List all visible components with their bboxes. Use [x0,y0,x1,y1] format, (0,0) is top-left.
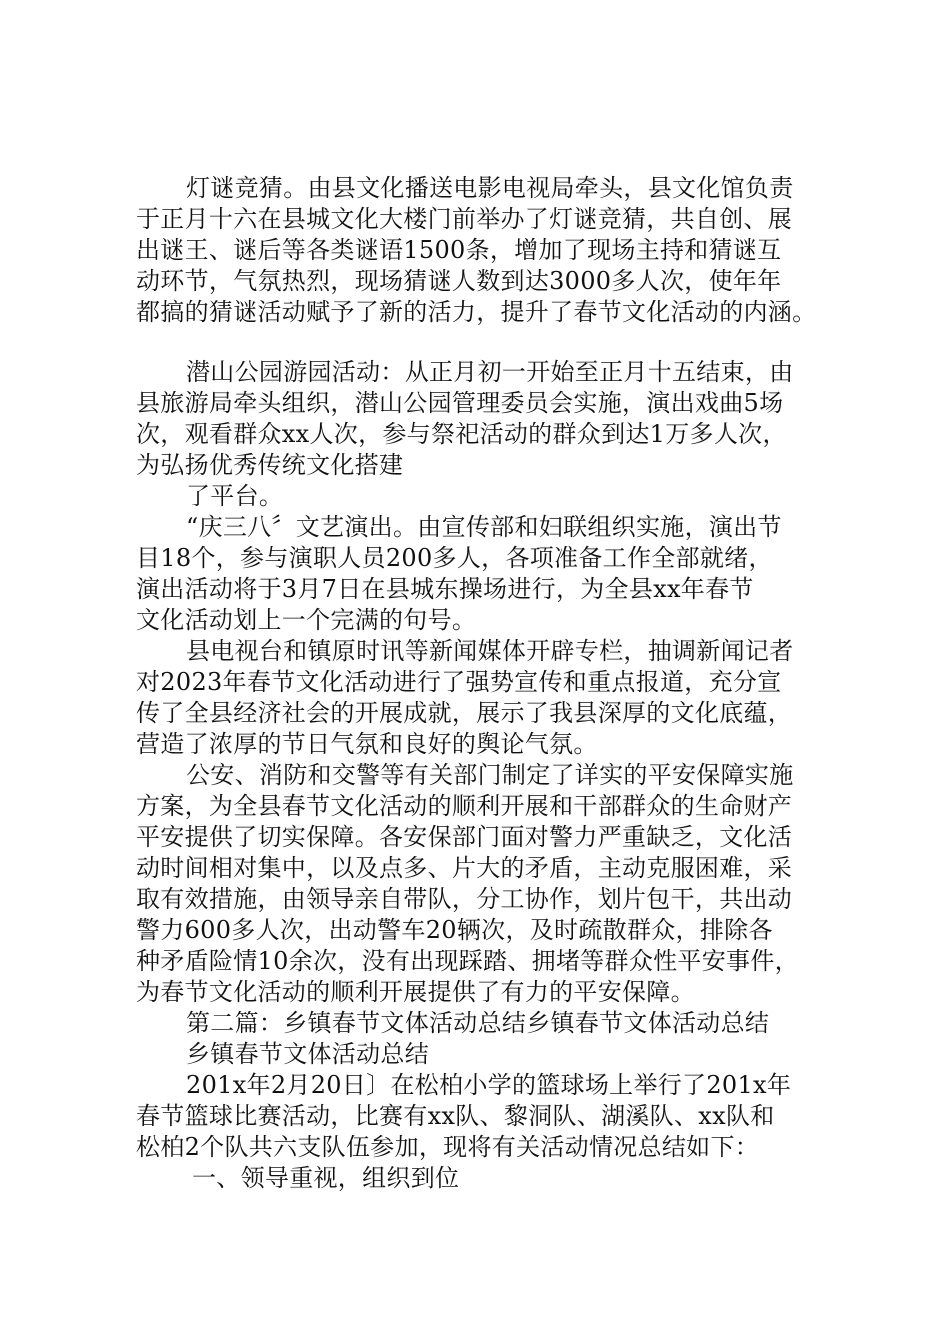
text-line: 了平台。 [186,482,284,510]
part-two-title [136,1008,836,1070]
paragraph-media-coverage [136,636,836,760]
section-one-heading [136,1163,836,1194]
text-line: 201x年2月20日〕在松柏小学的篮球场上举行了201x年 [186,1071,792,1099]
text-line: 文化活动划上一个完满的句号。 [136,606,477,634]
text-line: 取有效措施，由领导亲自带队，分工协作，划片包干，共出动 [136,885,793,913]
paragraph-qianshan-park [136,357,836,512]
text-line: 都搞的猜谜活动赋予了新的活力，提升了春节文化活动的内涵。 [136,298,817,326]
paragraph-lantern-riddles [136,173,836,328]
text-line: 动时间相对集中，以及点多、片大的矛盾，主动克服困难，采 [136,854,793,882]
text-line: 种矛盾险情10余次，没有出现踩踏、拥堵等群众性平安事件， [136,947,799,975]
text-line: 平安提供了切实保障。各安保部门面对警力严重缺乏，文化活 [136,823,793,851]
paragraph-basketball [136,1070,836,1163]
text-line: 松柏2个队共六支队伍参加，现将有关活动情况总结如下： [136,1133,760,1161]
text-line: 动环节，气氛热烈，现场猜谜人数到达3000多人次，使年年 [136,267,782,295]
text-line: 警力600多人次，出动警车20辆次，及时疏散群众，排除各 [136,916,773,944]
text-line: 一、领导重视，组织到位 [192,1164,460,1192]
text-line: 公安、消防和交警等有关部门制定了详实的平安保障实施 [186,761,794,789]
text-line: 对2023年春节文化活动进行了强势宣传和重点报道，充分宣 [136,668,782,696]
text-line: 出谜王、谜后等各类谜语1500条，增加了现场主持和猜谜互 [136,236,782,264]
text-line: 灯谜竞猜。由县文化播送电影电视局牵头，县文化馆负责 [186,174,794,202]
text-line: 春节篮球比赛活动，比赛有xx队、黎洞队、湖溪队、xx队和 [136,1102,775,1130]
text-line: 于正月十六在县城文化大楼门前举办了灯谜竞猜，共自创、展 [136,205,793,233]
paragraph-march-eighth-show [136,512,836,636]
text-line: 为春节文化活动的顺利开展提供了有力的平安保障。 [136,978,695,1006]
text-line: 传了全县经济社会的开展成就，展示了我县深厚的文化底蕴， [136,699,793,727]
text-line: 第二篇：乡镇春节文体活动总结乡镇春节文体活动总结 [186,1009,770,1037]
paragraph-public-safety [136,760,836,1008]
text-line: 营造了浓厚的节日气氛和良好的舆论气氛。 [136,730,598,758]
text-line: 县电视台和镇原时讯等新闻媒体开辟专栏，抽调新闻记者 [186,637,794,665]
text-line: 方案，为全县春节文化活动的顺利开展和干部群众的生命财产 [136,792,793,820]
text-line: “庆三八〞文艺演出。由宣传部和妇联组织实施，演出节 [186,513,782,541]
text-line: 演出活动将于3月7日在县城东操场进行，为全县xx年春节 [136,575,754,603]
text-line: 次，观看群众xx人次，参与祭祀活动的群众到达1万多人次， [136,420,787,448]
text-line: 乡镇春节文体活动总结 [186,1040,429,1068]
text-line: 县旅游局牵头组织，潜山公园管理委员会实施，演出戏曲5场 [136,389,784,417]
text-line: 为弘扬优秀传统文化搭建 [136,451,404,479]
text-line: 潜山公园游园活动：从正月初一开始至正月十五结束，由 [186,358,794,386]
text-line: 目18个，参与演职人员200多人，各项准备工作全部就绪， [136,544,773,572]
